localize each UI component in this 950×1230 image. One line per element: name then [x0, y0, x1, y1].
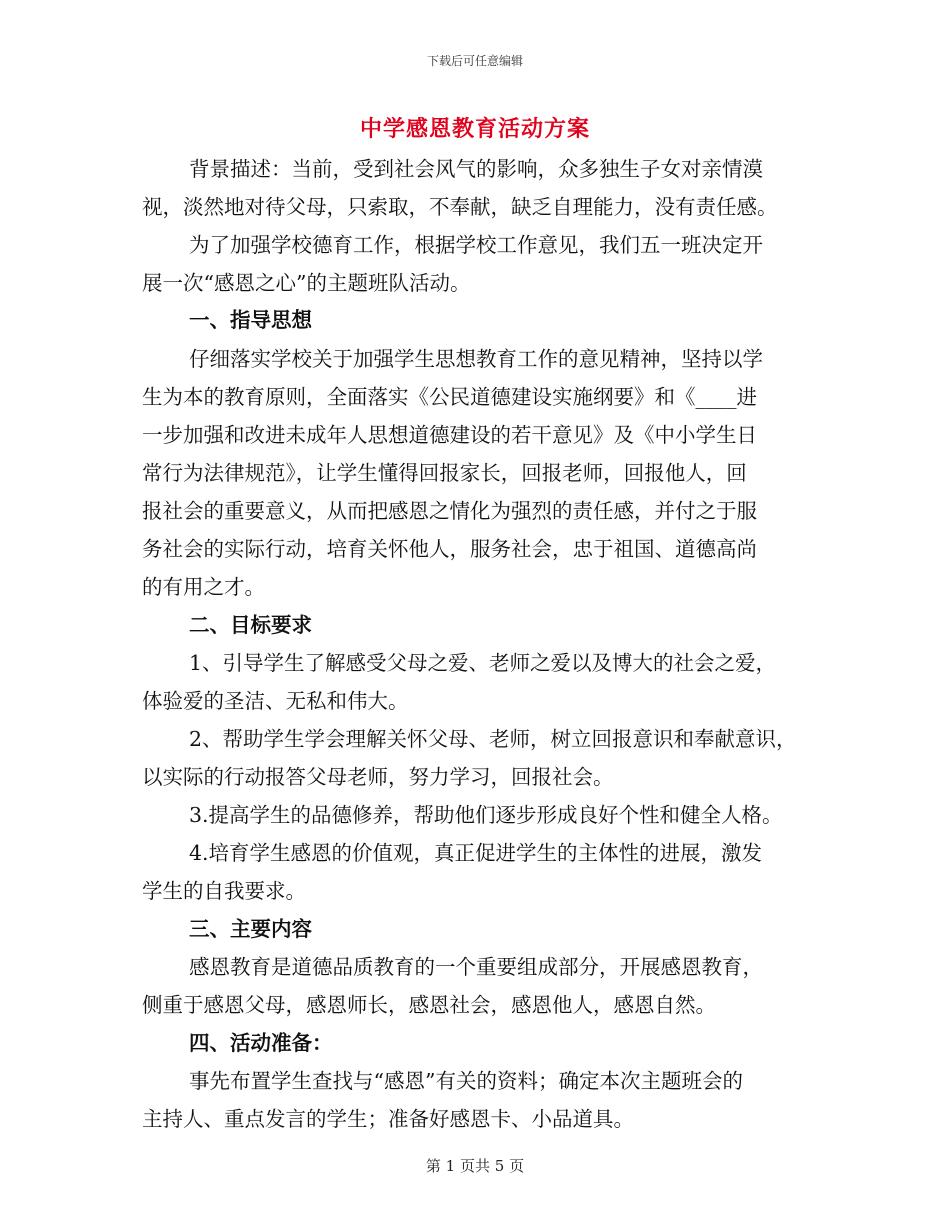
paragraph-line: 侧重于感恩父母，感恩师长，感恩社会，感恩他人，感恩自然。 — [142, 993, 716, 1017]
paragraph-line: 一步加强和改进未成年人思想道德建设的若干意见》及《中小学生日 — [142, 423, 757, 447]
paragraph-line: 1、引导学生了解感受父母之爱、老师之爱以及博大的社会之爱， — [189, 651, 777, 675]
paragraph-line: 事先布置学生查找与“感恩”有关的资料；确定本次主题班会的 — [189, 1069, 743, 1093]
section-heading: 二、目标要求 — [189, 613, 312, 637]
paragraph-line: 3.提高学生的品德修养，帮助他们逐步形成良好个性和健全人格。 — [189, 803, 783, 827]
page-number: 第 1 页共 5 页 — [425, 1157, 525, 1175]
paragraph-line: 主持人、重点发言的学生；准备好感恩卡、小品道具。 — [142, 1107, 634, 1131]
paragraph-line: 仔细落实学校关于加强学生思想教育工作的意见精神，坚持以学 — [189, 347, 763, 371]
paragraph-line: 4.培育学生感恩的价值观，真正促进学生的主体性的进展，激发 — [189, 841, 763, 865]
paragraph-line: 学生的自我要求。 — [142, 879, 306, 903]
section-heading: 三、主要内容 — [189, 917, 312, 941]
paragraph-line: 感恩教育是道德品质教育的一个重要组成部分，开展感恩教育， — [189, 955, 763, 979]
paragraph-line: 展一次“感恩之心”的主题班队活动。 — [142, 271, 471, 295]
paragraph-line: 生为本的教育原则，全面落实《公民道德建设实施纲要》和《____进 — [142, 385, 757, 409]
header-note: 下载后可任意编辑 — [426, 54, 523, 68]
paragraph-line: 以实际的行动报答父母老师，努力学习，回报社会。 — [142, 765, 614, 789]
document-title: 中学感恩教育活动方案 — [359, 117, 590, 142]
paragraph-line: 报社会的重要意义，从而把感恩之情化为强烈的责任感，并付之于服 — [142, 499, 757, 523]
paragraph-line: 背景描述：当前，受到社会风气的影响，众多独生子女对亲情漠 — [189, 157, 763, 181]
paragraph-line: 务社会的实际行动，培育关怀他人，服务社会，忠于祖国、道德高尚 — [142, 537, 757, 561]
paragraph-line: 2、帮助学生学会理解关怀父母、老师，树立回报意识和奉献意识， — [189, 727, 797, 751]
paragraph-line: 的有用之才。 — [142, 575, 265, 599]
paragraph-line: 体验爱的圣洁、无私和伟大。 — [142, 689, 409, 713]
paragraph-line: 视，淡然地对待父母，只索取，不奉献，缺乏自理能力，没有责任感。 — [142, 195, 778, 219]
section-heading: 一、指导思想 — [189, 308, 312, 332]
paragraph-line: 常行为法律规范》，让学生懂得回报家长，回报老师，回报他人，回 — [142, 461, 747, 485]
paragraph-line: 为了加强学校德育工作，根据学校工作意见，我们五一班决定开 — [189, 233, 763, 257]
section-heading: 四、活动准备： — [189, 1031, 333, 1055]
